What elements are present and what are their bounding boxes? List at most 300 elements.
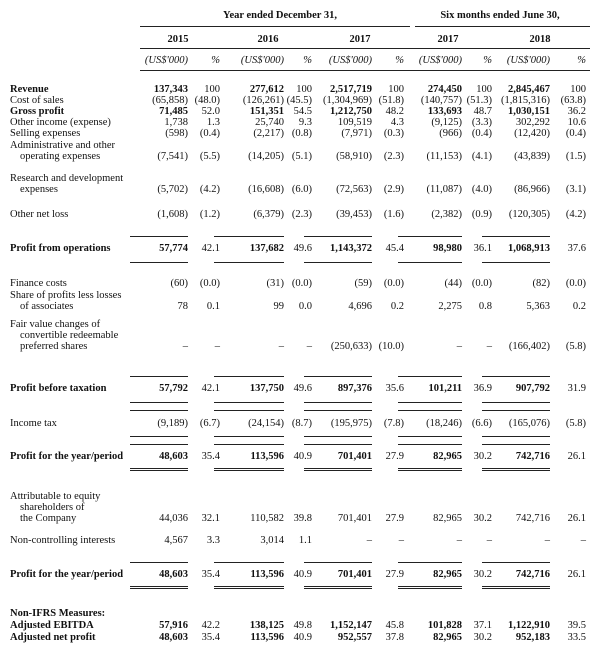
value-cell: (120,305)	[508, 209, 550, 220]
value-cell: 137,343	[153, 84, 188, 95]
row-label: Other net loss	[10, 209, 69, 220]
percent-cell: –	[486, 341, 492, 352]
value-cell: 742,716	[515, 569, 550, 580]
value-cell: (12,420)	[514, 128, 550, 139]
percent-cell: 37.6	[567, 243, 586, 254]
total-rule	[214, 470, 284, 471]
percent-cell: (51.3)	[466, 95, 492, 106]
value-cell: 742,716	[515, 513, 550, 524]
percent-cell: 100	[204, 84, 220, 95]
percent-cell: –	[580, 535, 586, 546]
total-rule	[214, 468, 284, 469]
total-rule	[304, 586, 372, 587]
percent-cell: 35.6	[385, 383, 404, 394]
percent-cell: (10.0)	[378, 341, 404, 352]
percent-cell: (0.0)	[383, 278, 404, 289]
value-cell: 25,740	[255, 117, 284, 128]
value-cell: (1,304,969)	[323, 95, 372, 106]
value-cell: (9,189)	[157, 418, 188, 429]
unit-header: (US$'000)	[328, 55, 372, 66]
percent-cell: 33.5	[567, 632, 586, 643]
percent-cell: 40.9	[293, 632, 312, 643]
value-cell: 57,792	[159, 383, 188, 394]
value-cell: 5,363	[526, 301, 550, 312]
value-cell: 897,376	[337, 383, 372, 394]
percent-cell: 48.7	[473, 106, 492, 117]
unit-header: (US$'000)	[240, 55, 284, 66]
value-cell: 44,036	[159, 513, 188, 524]
percent-cell: (5.1)	[291, 151, 312, 162]
row-label: preferred shares	[20, 341, 88, 352]
value-cell: (11,153)	[426, 151, 462, 162]
total-rule	[214, 588, 284, 589]
value-cell: –	[456, 535, 462, 546]
percent-cell: (63.8)	[560, 95, 586, 106]
row-label: Non-IFRS Measures:	[10, 608, 106, 619]
year-header: 2018	[529, 34, 551, 45]
value-cell: (5,702)	[157, 184, 188, 195]
percent-cell: 26.1	[567, 569, 586, 580]
value-cell: (58,910)	[336, 151, 372, 162]
value-cell: 71,485	[159, 106, 188, 117]
percent-cell: (5.8)	[565, 418, 586, 429]
row-label: the Company	[20, 513, 77, 524]
value-cell: 1,143,372	[330, 243, 372, 254]
percent-header: %	[483, 55, 492, 66]
header-rule-year	[140, 26, 410, 27]
percent-cell: 40.9	[293, 569, 312, 580]
percent-cell: (0.0)	[291, 278, 312, 289]
percent-cell: 42.2	[201, 620, 220, 631]
row-label: of associates	[20, 301, 74, 312]
percent-cell: 36.9	[473, 383, 492, 394]
value-cell: (2,217)	[253, 128, 284, 139]
value-cell: 907,792	[515, 383, 550, 394]
row-label: Cost of sales	[10, 95, 64, 106]
percent-cell: 45.4	[385, 243, 404, 254]
value-cell: (7,541)	[157, 151, 188, 162]
row-label: Attributable to equity	[10, 491, 101, 502]
value-cell: –	[182, 341, 188, 352]
row-label: Share of profits less losses	[10, 290, 122, 301]
value-cell: (250,633)	[330, 341, 372, 352]
total-rule	[398, 236, 462, 237]
percent-cell: 0.2	[572, 301, 586, 312]
percent-cell: 37.8	[385, 632, 404, 643]
percent-header: %	[211, 55, 220, 66]
row-label: Adjusted net profit	[10, 632, 96, 643]
value-cell: 138,125	[249, 620, 284, 631]
row-label: Income tax	[10, 418, 57, 429]
percent-cell: (7.8)	[383, 418, 404, 429]
percent-cell: (2.3)	[291, 209, 312, 220]
percent-cell: 37.1	[473, 620, 492, 631]
value-cell: 137,682	[249, 243, 284, 254]
percent-cell: (1.6)	[383, 209, 404, 220]
percent-cell: (1.2)	[199, 209, 220, 220]
unit-header: (US$'000)	[506, 55, 550, 66]
percent-cell: 40.9	[293, 451, 312, 462]
value-cell: 82,965	[433, 632, 462, 643]
total-rule	[482, 436, 550, 437]
total-rule	[130, 444, 188, 445]
header-rule-six-months	[415, 26, 590, 27]
value-cell: 109,519	[337, 117, 372, 128]
percent-cell: 49.6	[293, 383, 312, 394]
percent-cell: (0.0)	[471, 278, 492, 289]
value-cell: 1,030,151	[508, 106, 550, 117]
value-cell: (1,815,316)	[501, 95, 550, 106]
total-rule	[130, 588, 188, 589]
percent-cell: (0.9)	[471, 209, 492, 220]
total-rule	[304, 444, 372, 445]
total-rule	[398, 586, 462, 587]
percent-cell: 30.2	[473, 451, 492, 462]
value-cell: (6,379)	[253, 209, 284, 220]
total-rule	[398, 436, 462, 437]
percent-cell: –	[486, 535, 492, 546]
total-rule	[482, 376, 550, 377]
percent-cell: 30.2	[473, 632, 492, 643]
row-label: Gross profit	[10, 106, 65, 117]
row-label: shareholders of	[20, 502, 85, 513]
value-cell: –	[278, 341, 284, 352]
total-rule	[482, 588, 550, 589]
value-cell: 98,980	[433, 243, 462, 254]
value-cell: (31)	[266, 278, 284, 289]
total-rule	[130, 410, 188, 411]
percent-cell: (0.4)	[199, 128, 220, 139]
percent-header: %	[395, 55, 404, 66]
percent-cell: 48.2	[385, 106, 404, 117]
percent-cell: 30.2	[473, 569, 492, 580]
percent-cell: 49.6	[293, 243, 312, 254]
row-label: Profit before taxation	[10, 383, 107, 394]
value-cell: 1,212,750	[330, 106, 372, 117]
total-rule	[304, 588, 372, 589]
total-rule	[482, 586, 550, 587]
percent-cell: 26.1	[567, 513, 586, 524]
percent-cell: (2.9)	[383, 184, 404, 195]
value-cell: 101,828	[427, 620, 462, 631]
percent-cell: 9.3	[298, 117, 312, 128]
row-label: Profit for the year/period	[10, 569, 124, 580]
value-cell: (126,261)	[242, 95, 284, 106]
total-rule	[304, 376, 372, 377]
value-cell: 277,612	[249, 84, 284, 95]
value-cell: 151,351	[249, 106, 284, 117]
percent-cell: 35.4	[201, 632, 220, 643]
total-rule	[398, 376, 462, 377]
total-rule	[130, 436, 188, 437]
value-cell: 2,517,719	[330, 84, 372, 95]
value-cell: 1,068,913	[508, 243, 550, 254]
total-rule	[214, 376, 284, 377]
row-label: Selling expenses	[10, 128, 81, 139]
total-rule	[304, 468, 372, 469]
value-cell: 113,596	[250, 451, 284, 462]
value-cell: 82,965	[433, 569, 462, 580]
total-rule	[398, 562, 462, 563]
total-rule	[482, 262, 550, 263]
value-cell: (9,125)	[431, 117, 462, 128]
percent-cell: 35.4	[201, 569, 220, 580]
total-rule	[398, 402, 462, 403]
value-cell: (166,402)	[508, 341, 550, 352]
percent-cell: (0.0)	[565, 278, 586, 289]
value-cell: 701,401	[337, 569, 372, 580]
value-cell: 48,603	[159, 451, 188, 462]
value-cell: 701,401	[337, 451, 372, 462]
value-cell: 3,014	[260, 535, 284, 546]
value-cell: 48,603	[159, 569, 188, 580]
percent-cell: 0.0	[298, 301, 312, 312]
percent-cell: 27.9	[385, 513, 404, 524]
value-cell: 113,596	[250, 632, 284, 643]
total-rule	[130, 262, 188, 263]
percent-cell: 27.9	[385, 569, 404, 580]
percent-cell: (0.0)	[199, 278, 220, 289]
total-rule	[130, 470, 188, 471]
total-rule	[398, 444, 462, 445]
value-cell: 57,774	[159, 243, 188, 254]
header-group-year: Year ended December 31,	[223, 10, 337, 21]
row-label: Profit from operations	[10, 243, 111, 254]
value-cell: 101,211	[428, 383, 462, 394]
value-cell: 48,603	[159, 632, 188, 643]
percent-cell: (5.8)	[565, 341, 586, 352]
value-cell: 110,582	[250, 513, 284, 524]
percent-cell: (0.3)	[383, 128, 404, 139]
percent-cell: (48.0)	[194, 95, 220, 106]
value-cell: (165,076)	[508, 418, 550, 429]
value-cell: (24,154)	[248, 418, 284, 429]
year-header: 2017	[349, 34, 371, 45]
total-rule	[130, 376, 188, 377]
value-cell: (2,382)	[431, 209, 462, 220]
total-rule	[398, 588, 462, 589]
row-label: Other income (expense)	[10, 117, 111, 128]
value-cell: (82)	[532, 278, 550, 289]
percent-cell: (0.4)	[565, 128, 586, 139]
value-cell: 4,696	[348, 301, 372, 312]
value-cell: (195,975)	[330, 418, 372, 429]
value-cell: 57,916	[159, 620, 188, 631]
percent-cell: 100	[570, 84, 586, 95]
total-rule	[482, 468, 550, 469]
year-header: 2015	[167, 34, 189, 45]
percent-cell: (51.8)	[378, 95, 404, 106]
value-cell: 1,738	[164, 117, 188, 128]
total-rule	[482, 562, 550, 563]
total-rule	[214, 410, 284, 411]
value-cell: (60)	[170, 278, 188, 289]
total-rule	[214, 562, 284, 563]
percent-cell: (3.1)	[565, 184, 586, 195]
percent-header: %	[577, 55, 586, 66]
percent-header: %	[303, 55, 312, 66]
row-label: Finance costs	[10, 278, 67, 289]
percent-cell: (4.0)	[471, 184, 492, 195]
total-rule	[482, 402, 550, 403]
total-rule	[398, 262, 462, 263]
value-cell: (72,563)	[336, 184, 372, 195]
value-cell: –	[544, 535, 550, 546]
value-cell: 2,845,467	[508, 84, 550, 95]
percent-cell: (4.2)	[199, 184, 220, 195]
value-cell: (39,453)	[336, 209, 372, 220]
percent-cell: (4.1)	[471, 151, 492, 162]
total-rule	[214, 436, 284, 437]
row-label: Adjusted EBITDA	[10, 620, 94, 631]
value-cell: –	[456, 341, 462, 352]
percent-cell: (6.0)	[291, 184, 312, 195]
total-rule	[304, 262, 372, 263]
value-cell: (16,608)	[248, 184, 284, 195]
percent-cell: 30.2	[473, 513, 492, 524]
value-cell: (43,839)	[514, 151, 550, 162]
total-rule	[214, 262, 284, 263]
percent-cell: 45.8	[385, 620, 404, 631]
total-rule	[130, 586, 188, 587]
header-group-six-months: Six months ended June 30,	[440, 10, 560, 21]
total-rule	[214, 586, 284, 587]
value-cell: 742,716	[515, 451, 550, 462]
year-rule	[140, 48, 590, 49]
row-label: convertible redeemable	[20, 330, 119, 341]
percent-cell: 0.8	[478, 301, 492, 312]
unit-rule	[140, 70, 590, 71]
value-cell: –	[366, 535, 372, 546]
total-rule	[482, 444, 550, 445]
value-cell: 137,750	[249, 383, 284, 394]
value-cell: (14,205)	[248, 151, 284, 162]
value-cell: 1,122,910	[508, 620, 550, 631]
total-rule	[130, 236, 188, 237]
row-label: operating expenses	[20, 151, 101, 162]
value-cell: 274,450	[427, 84, 462, 95]
total-rule	[130, 562, 188, 563]
total-rule	[214, 402, 284, 403]
row-label: expenses	[20, 184, 58, 195]
value-cell: 952,183	[515, 632, 550, 643]
total-rule	[130, 468, 188, 469]
value-cell: (44)	[444, 278, 462, 289]
value-cell: 4,567	[164, 535, 188, 546]
percent-cell: –	[214, 341, 220, 352]
total-rule	[304, 410, 372, 411]
value-cell: (18,246)	[426, 418, 462, 429]
total-rule	[304, 470, 372, 471]
percent-cell: 10.6	[567, 117, 586, 128]
percent-cell: 100	[388, 84, 404, 95]
total-rule	[398, 470, 462, 471]
percent-cell: (3.3)	[471, 117, 492, 128]
value-cell: (966)	[439, 128, 462, 139]
total-rule	[304, 236, 372, 237]
percent-cell: 32.1	[201, 513, 220, 524]
value-cell: (65,858)	[152, 95, 188, 106]
value-cell: 701,401	[337, 513, 372, 524]
total-rule	[304, 436, 372, 437]
percent-cell: 1.3	[206, 117, 220, 128]
percent-cell: 100	[476, 84, 492, 95]
year-header: 2016	[257, 34, 279, 45]
row-label: Administrative and other	[10, 140, 115, 151]
value-cell: 302,292	[515, 117, 550, 128]
row-label: Non-controlling interests	[10, 535, 116, 546]
percent-cell: 3.3	[206, 535, 220, 546]
percent-cell: 26.1	[567, 451, 586, 462]
percent-cell: 100	[296, 84, 312, 95]
percent-cell: 4.3	[390, 117, 404, 128]
percent-cell: 36.2	[567, 106, 586, 117]
percent-cell: –	[398, 535, 404, 546]
percent-cell: 42.1	[201, 383, 220, 394]
percent-cell: 39.5	[567, 620, 586, 631]
value-cell: (1,608)	[157, 209, 188, 220]
percent-cell: 54.5	[293, 106, 312, 117]
percent-cell: (6.6)	[471, 418, 492, 429]
value-cell: 78	[177, 301, 188, 312]
percent-cell: 36.1	[473, 243, 492, 254]
row-label: Profit for the year/period	[10, 451, 124, 462]
value-cell: 82,965	[433, 451, 462, 462]
percent-cell: 39.8	[293, 513, 312, 524]
percent-cell: 42.1	[201, 243, 220, 254]
percent-cell: (5.5)	[199, 151, 220, 162]
percent-cell: 1.1	[298, 535, 312, 546]
value-cell: (140,757)	[420, 95, 462, 106]
unit-header: (US$'000)	[144, 55, 188, 66]
percent-cell: 27.9	[385, 451, 404, 462]
year-header: 2017	[437, 34, 459, 45]
percent-cell: 31.9	[567, 383, 586, 394]
percent-cell: (2.3)	[383, 151, 404, 162]
total-rule	[214, 236, 284, 237]
value-cell: 113,596	[250, 569, 284, 580]
percent-cell: 52.0	[201, 106, 220, 117]
row-label: Fair value changes of	[10, 319, 101, 330]
value-cell: 1,152,147	[330, 620, 372, 631]
value-cell: (7,971)	[341, 128, 372, 139]
unit-header: (US$'000)	[418, 55, 462, 66]
value-cell: 82,965	[433, 513, 462, 524]
total-rule	[398, 468, 462, 469]
total-rule	[304, 562, 372, 563]
value-cell: 952,557	[337, 632, 372, 643]
total-rule	[482, 236, 550, 237]
percent-cell: 0.1	[206, 301, 220, 312]
total-rule	[398, 410, 462, 411]
percent-cell: (1.5)	[565, 151, 586, 162]
total-rule	[304, 402, 372, 403]
percent-cell: (0.4)	[471, 128, 492, 139]
total-rule	[130, 402, 188, 403]
total-rule	[482, 410, 550, 411]
value-cell: 2,275	[438, 301, 462, 312]
value-cell: 99	[273, 301, 284, 312]
value-cell: (598)	[165, 128, 188, 139]
value-cell: (11,087)	[426, 184, 462, 195]
row-label: Revenue	[10, 84, 49, 95]
percent-cell: 49.8	[293, 620, 312, 631]
percent-cell: (0.8)	[291, 128, 312, 139]
percent-cell: (45.5)	[286, 95, 312, 106]
value-cell: 133,693	[427, 106, 462, 117]
total-rule	[482, 470, 550, 471]
percent-cell: –	[306, 341, 312, 352]
